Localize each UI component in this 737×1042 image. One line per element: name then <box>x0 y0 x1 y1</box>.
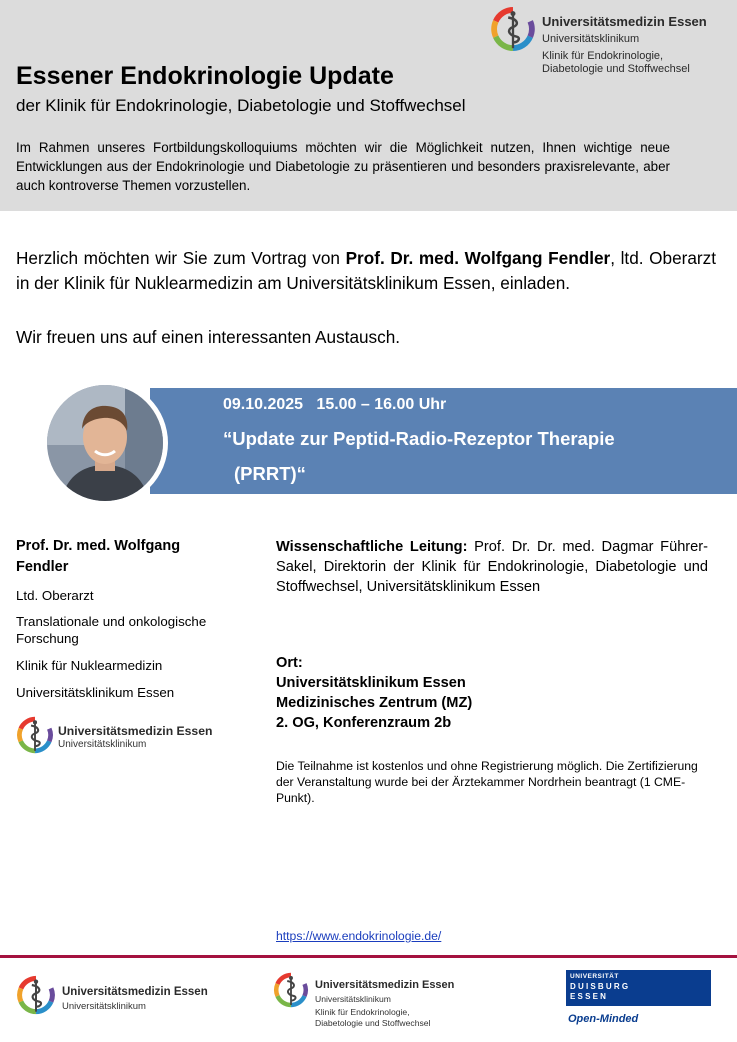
footer-logo2-clinic1: Klinik für Endokrinologie, <box>315 1007 410 1017</box>
invitation-speaker: Prof. Dr. med. Wolfgang Fendler <box>345 248 611 268</box>
footer-logo2-sub: Universitätsklinikum <box>315 994 391 1004</box>
speaker-role: Ltd. Oberarzt <box>16 588 94 603</box>
speaker-clinic: Klinik für Nuklearmedizin <box>16 658 163 673</box>
logo-name: Universitätsmedizin Essen <box>542 14 707 29</box>
scientific-lead <box>276 537 708 597</box>
invitation-text: Herzlich möchten wir Sie zum Vortrag von Prof. Dr. med. Wolfgang Fendler, ltd. Oberarzt in der Klinik für Nuklearmedizin am Universitätsklinikum Essen, einladen. <box>16 248 716 293</box>
location-line1: Universitätsklinikum Essen <box>276 675 466 691</box>
small-logo-sub: Universitätsklinikum <box>58 739 147 750</box>
talk-title-line1: “Update zur Peptid-Radio-Rezeptor Therapie <box>223 428 615 449</box>
ume-logo-icon <box>16 975 56 1015</box>
speaker-research: Translationale und onkologische Forschung <box>16 614 207 646</box>
location-line3: 2. OG, Konferenzraum 2b <box>276 715 452 731</box>
ume-logo-icon <box>273 972 309 1008</box>
speaker-name: Prof. Dr. med. Wolfgang Fendler <box>16 538 181 575</box>
footer-logo1-name: Universitätsmedizin Essen <box>62 986 208 998</box>
ude-line3: ESSEN <box>570 992 609 1001</box>
ume-logo-small <box>16 714 246 758</box>
location-label: Ort: <box>276 655 303 671</box>
website-link[interactable]: https://www.endokrinologie.de/ <box>276 929 442 943</box>
ume-clinic-logo <box>490 6 730 76</box>
footer-logo1-sub: Universitätsklinikum <box>62 1001 146 1012</box>
ume-logo-icon <box>490 6 536 52</box>
intro-text: Im Rahmen unseres Fortbildungskolloquiums möchten wir die Möglichkeit nutzen, Ihnen wichtige neue Entwicklungen aus der Endokrinologie und Diabetologie zu präsentieren und besonders praxisrelevante, aber auch kontroverse Themen vorzustellen. <box>16 140 670 193</box>
header-panel <box>0 0 737 211</box>
ude-line2: DUISBURG <box>570 982 631 991</box>
participation-note: Die Teilnahme ist kostenlos und ohne Registrierung möglich. Die Zertifizierung der Veranstaltung wurde bei der Ärztekammer Nordrhein beantragt (1 CME-Punkt). <box>276 759 698 805</box>
speaker-portrait-icon <box>47 385 163 501</box>
ude-tagline: Open-Minded <box>568 1013 639 1025</box>
event-datetime: 09.10.2025 15.00 – 16.00 Uhr <box>223 396 447 413</box>
speaker-hospital: Universitätsklinikum Essen <box>16 685 175 700</box>
footer-logo-clinic <box>273 970 473 1030</box>
talk-title-line2: (PRRT)“ <box>234 463 306 484</box>
footer-logo-ume <box>16 975 226 1025</box>
footer-logo2-name: Universitätsmedizin Essen <box>315 979 455 991</box>
speaker-photo <box>42 380 168 506</box>
lead-label: Wissenschaftliche Leitung: <box>276 539 468 555</box>
small-logo-name: Universitätsmedizin Essen <box>58 724 213 738</box>
footer-divider <box>0 955 737 958</box>
invitation-closing: Wir freuen uns auf einen interessanten Austausch. <box>16 327 401 347</box>
page-subtitle: der Klinik für Endokrinologie, Diabetologie und Stoffwechsel <box>16 96 466 115</box>
lead-text: Prof. Dr. Dr. med. Dagmar Führer-Sakel, Direktorin der Klinik für Endokrinologie, Diabetologie und Stoffwechsel, Universitätsklinikum Essen <box>276 539 709 595</box>
page-title: Essener Endokrinologie Update <box>16 62 394 90</box>
location-line2: Medizinisches Zentrum (MZ) <box>276 695 473 711</box>
logo-clinic: Klinik für Endokrinologie, Diabetologie und Stoffwechsel <box>542 50 690 75</box>
ume-logo-icon <box>16 716 54 754</box>
footer-logo2-clinic2: Diabetologie und Stoffwechsel <box>315 1018 431 1028</box>
ude-line1: UNIVERSITÄT <box>570 973 619 980</box>
logo-sub: Universitätsklinikum <box>542 33 640 45</box>
ude-logo-icon <box>566 970 711 1006</box>
location-block <box>276 653 472 733</box>
